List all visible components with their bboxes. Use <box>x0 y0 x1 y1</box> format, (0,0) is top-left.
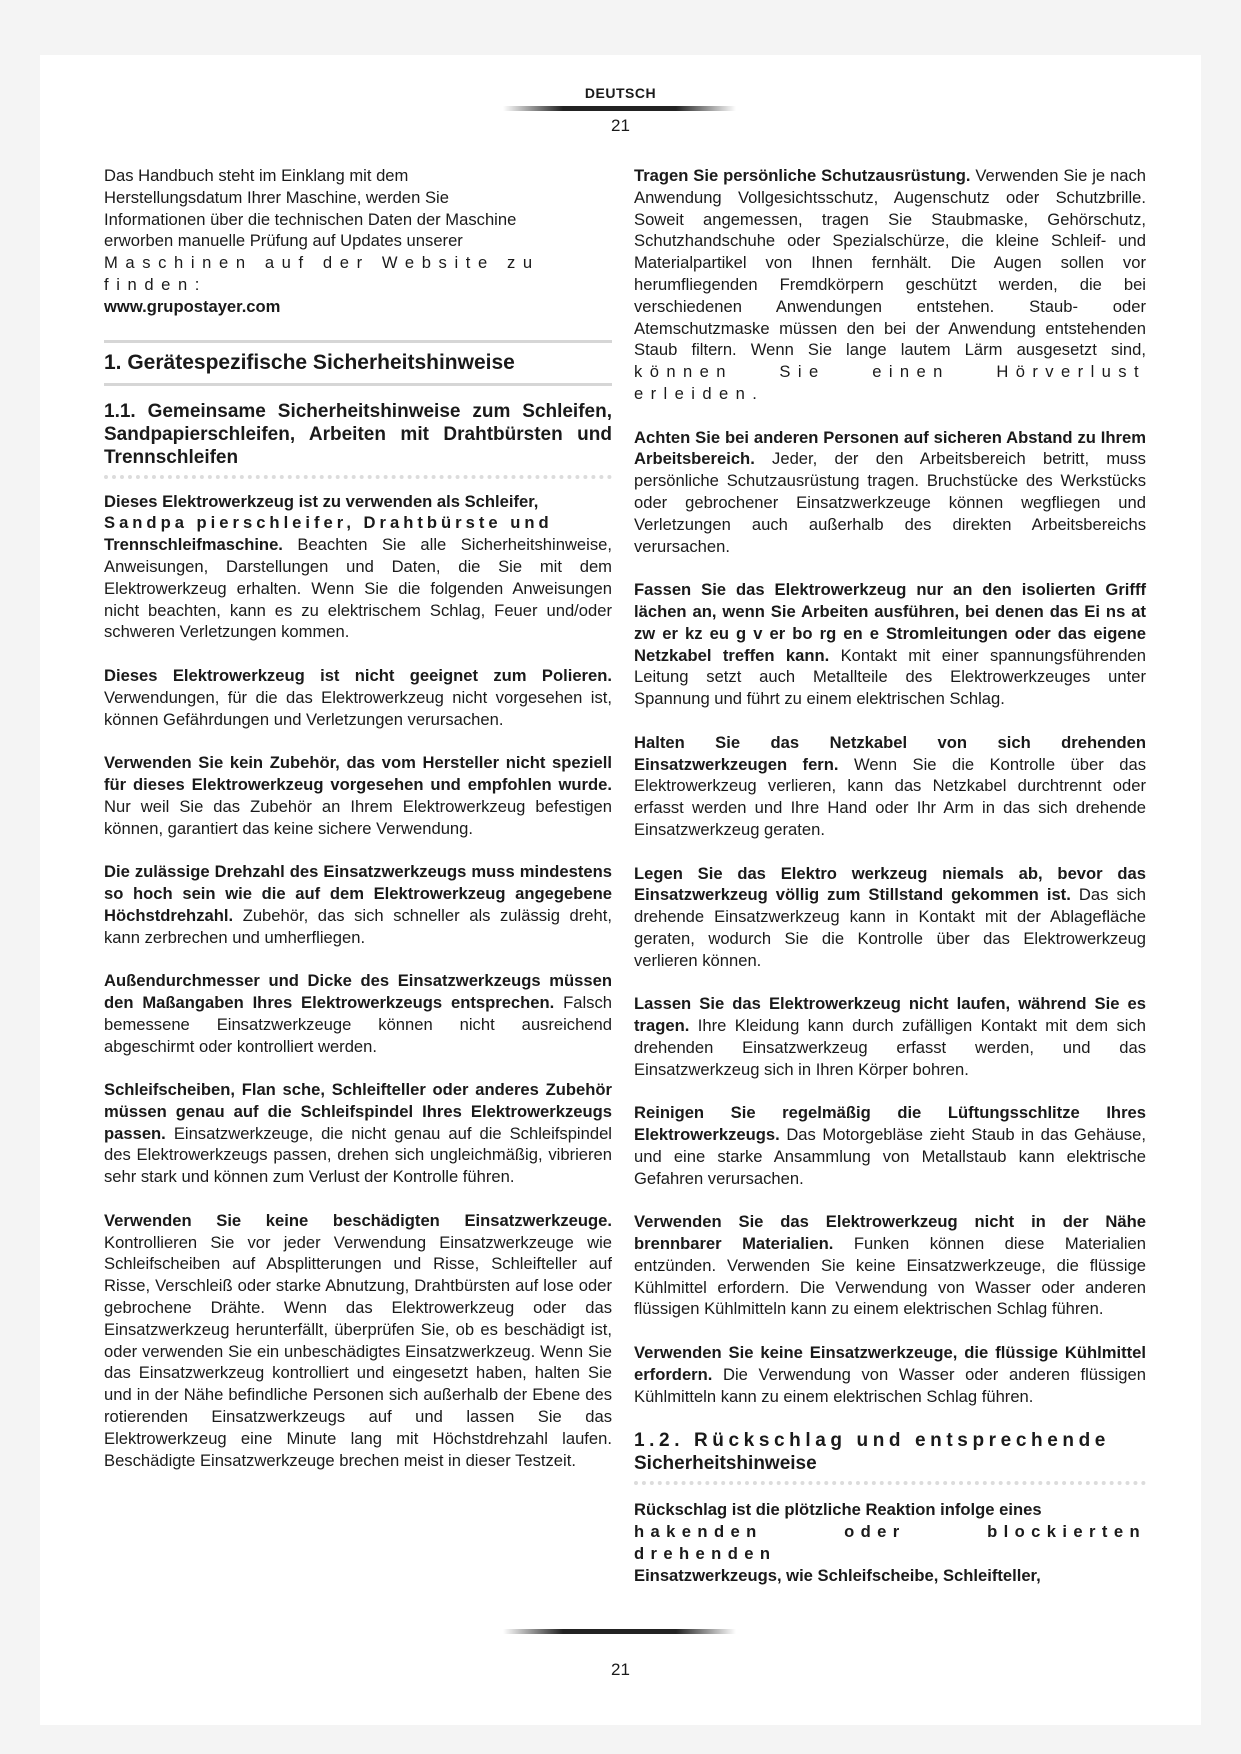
paragraph: Verwenden Sie keine Einsatzwerkzeuge, die flüssige Kühlmittel erfordern. Die Verwendung von Wasser oder anderen flüssigen Kühlmitteln kann zu einem elektrischen Schlag führen. <box>634 1343 1146 1406</box>
paragraph: Verwenden Sie keine beschädigten Einsatzwerkzeuge. Kontrollieren Sie vor jeder Verwendung Einsatzwerkzeuge wie Schleifscheiben auf Absplitterungen und Risse, Schleifteller auf Risse, Verschleiß oder starke Abnutzung, Drahtbürsten auf lose oder gebrochene Drähte. Wenn das Elektrowerkzeug oder das Einsatzwerkzeug herunterfällt, überprüfen Sie, ob es beschädigt ist, oder verwenden Sie ein unbeschädigtes Einsatzwerkzeug. Wenn Sie das Einsatzwerkzeug kontrolliert und eingesetzt haben, halten Sie und in der Nähe befindliche Personen sich außerhalb der Ebene des rotierenden Einsatzwerkzeugs auf und lassen Sie das Elektrowerkzeug eine Minute lang mit Höchstdrehzahl laufen. Beschädigte Einsatzwerkzeuge brechen meist in dieser Testzeit. <box>104 1210 612 1470</box>
section-1-1-heading: 1.1. Gemeinsame Sicherheitshinweise zum Schleifen, Sandpapierschleifen, Arbeiten mit Drahtbürsten und Trennschleifen <box>104 400 612 479</box>
paragraph: Verwenden Sie das Elektrowerkzeug nicht in der Nähe brennbarer Materialien. Funken können diese Materialien entzünden. Verwenden Sie keine Einsatzwerkzeuge, die flüssige Kühlmittel erfordern. Die Verwendung von Wasser oder anderen flüssigen Kühlmitteln kann zu einem elektrischen Schlag führen. <box>634 1212 1146 1319</box>
paragraph: Achten Sie bei anderen Personen auf sicheren Abstand zu Ihrem Arbeitsbereich. Jeder, der den Arbeitsbereich betritt, muss persönliche Schutzausrüstung tragen. Bruchstücke des Werkstücks oder gebrochener Einsatzwerkzeuge können wegfliegen und Verletzungen auch außerhalb des direkten Arbeitsbereichs verursachen. <box>634 427 1146 556</box>
intro-line: Informationen über die technischen Daten der Maschine <box>104 209 517 229</box>
page-number-top: 21 <box>611 116 630 135</box>
paragraph: Halten Sie das Netzkabel von sich drehenden Einsatzwerkzeugen fern. Wenn Sie die Kontrolle über das Elektrowerkzeug verlieren, kann das Netzkabel durchtrennt oder erfasst werden und Ihre Hand oder Ihr Arm in das sich drehende Einsatzwerkzeug geraten. <box>634 732 1146 839</box>
intro-paragraph <box>104 165 612 318</box>
intro-line: Herstellungsdatum Ihrer Maschine, werden Sie <box>104 187 449 207</box>
website-link[interactable]: www.grupostayer.com <box>104 296 281 316</box>
left-column <box>104 165 612 1493</box>
section-1-heading: 1. Gerätespezifische Sicherheitshinweise <box>104 340 612 386</box>
paragraph: Verwenden Sie kein Zubehör, das vom Hersteller nicht speziell für dieses Elektrowerkzeug vorgesehen und empfohlen wurde. Nur weil Sie das Zubehör an Ihrem Elektrowerkzeug befestigen können, garantiert das keine sichere Verwendung. <box>104 753 612 838</box>
paragraph: Fassen Sie das Elektrowerkzeug nur an den isolierten Grifff lächen an, wenn Sie Arbeiten ausführen, bei denen das Ei ns at zw er kz eu g v er bo rg en e Stromleitungen oder das eigene Netzkabel treffen kann. Kontakt mit einer spannungsführenden Leitung setzt auch Metallteile des Elektrowerkzeuges unter Spannung und führt zu einem elektrischen Schlag. <box>634 580 1146 709</box>
paragraph: Lassen Sie das Elektrowerkzeug nicht laufen, während Sie es tragen. Ihre Kleidung kann durch zufälligen Kontakt mit dem sich drehenden Einsatzwerkzeug erfasst werden, und das Einsatzwerkzeug sich in Ihren Körper bohren. <box>634 994 1146 1079</box>
page-number-bottom: 21 <box>611 1660 630 1679</box>
header-rule <box>503 106 736 111</box>
paragraph: Tragen Sie persönliche Schutzausrüstung. Verwenden Sie je nach Anwendung Vollgesichtsschutz, Augenschutz oder Schutzbrille. Soweit angemessen, tragen Sie Staubmaske, Gehörschutz, Schutzhandschuhe oder Spezialschürze, die kleine Schleif- und Materialpartikel von Ihnen fernhält. Die Augen sollen vor herumfliegenden Fremdkörpern geschützt werden, die bei verschiedenen Anwendungen entstehen. Staub- oder Atemschutzmaske müssen den bei der Anwendung entstehenden Staub filtern. Wenn Sie lange lautem Lärm ausgesetzt sind, können Sie einen Hörverlust erleiden. <box>634 166 1147 403</box>
language-label: DEUTSCH <box>584 85 657 101</box>
paragraph: Dieses Elektrowerkzeug ist nicht geeignet zum Polieren. Verwendungen, für die das Elektrowerkzeug nicht vorgesehen ist, können Gefährdungen und Verletzungen verursachen. <box>104 665 612 729</box>
paragraph: Rückschlag ist die plötzliche Reaktion infolge eines hakenden oder blockierten drehenden Einsatzwerkzeugs, wie Schleifscheibe, Schleifteller, <box>634 1500 1146 1585</box>
paragraph: Schleifscheiben, Flan sche, Schleifteller oder anderes Zubehör müssen genau auf die Schleifspindel Ihres Elektrowerkzeugs passen. Einsatzwerkzeuge, die nicht genau auf die Schleifspindel des Elektrowerkzeugs passen, drehen sich ungleichmäßig, vibrieren sehr stark und können zum Verlust der Kontrolle führen. <box>104 1080 612 1187</box>
paragraph: Legen Sie das Elektro werkzeug niemals ab, bevor das Einsatzwerkzeug völlig zum Stillstand gekommen ist. Das sich drehende Einsatzwerkzeug kann in Kontakt mit der Ablagefläche geraten, wodurch Sie die Kontrolle über das Elektrowerkzeug verlieren können. <box>634 863 1146 970</box>
paragraph: Dieses Elektrowerkzeug ist zu verwenden als Schleifer, Sandpa pierschleifer, Drahtbürste und Trennschleifmaschine. Beachten Sie alle Sicherheitshinweise, Anweisungen, Darstellungen und Daten, die Sie mit dem Elektrowerkzeug erhalten. Wenn Sie die folgenden Anweisungen nicht beachten, kann es zu elektrischem Schlag, Feuer und/oder schweren Verletzungen kommen. <box>104 491 612 642</box>
paragraph: Reinigen Sie regelmäßig die Lüftungsschlitze Ihres Elektrowerkzeugs. Das Motorgebläse zieht Staub in das Gehäuse, und eine starke Ansammlung von Metallstaub kann elektrische Gefahren verursachen. <box>634 1103 1146 1188</box>
intro-line: Das Handbuch steht im Einklang mit dem <box>104 166 409 185</box>
intro-line: Maschinen auf der Website zu finden: <box>104 253 540 294</box>
intro-line: erworben manuelle Prüfung auf Updates unserer <box>104 231 463 251</box>
paragraph: Die zulässige Drehzahl des Einsatzwerkzeugs muss mindestens so hoch sein wie die auf dem Elektrowerkzeug angegebene Höchstdrehzahl. Zubehör, das sich schneller als zulässig dreht, kann zerbrechen und umherfliegen. <box>104 862 612 947</box>
right-column <box>634 165 1146 1608</box>
footer-rule <box>503 1629 736 1634</box>
section-1-2-heading: 1.2. Rückschlag und entsprechende Sicherheitshinweise <box>634 1429 1146 1485</box>
paragraph: Außendurchmesser und Dicke des Einsatzwerkzeugs müssen den Maßangaben Ihres Elektrowerkzeugs entsprechen. Falsch bemessene Einsatzwerkzeuge können nicht ausreichend abgeschirmt oder kontrolliert werden. <box>104 971 612 1056</box>
